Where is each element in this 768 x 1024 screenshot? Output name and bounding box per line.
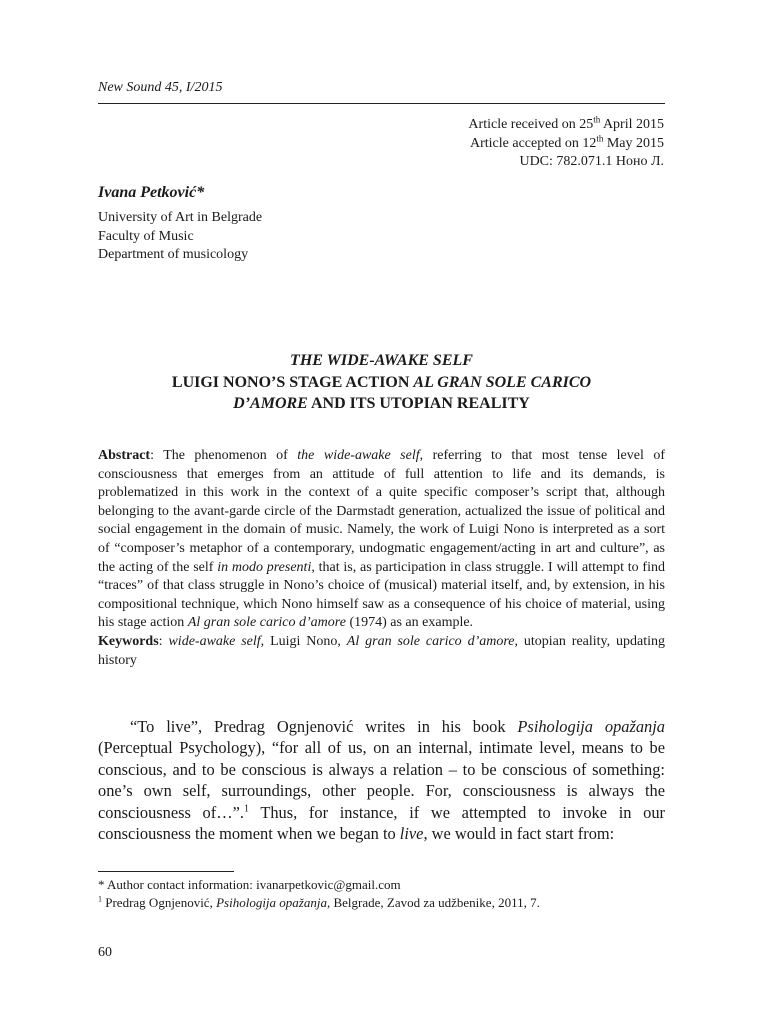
accepted-date: Article accepted on 12th May 2015: [469, 132, 664, 151]
footnote-author-contact: * Author contact information: ivanarpetkovic@gmail.com: [98, 877, 401, 892]
title-line-3: D’AMORE AND ITS UTOPIAN REALITY: [233, 395, 530, 412]
footnote-1: $^1$ Predrag Ognjenović, Psihologija opažanja, Belgrade, Zavod za udžbenike, 2011, 7.: [98, 894, 540, 910]
header-rule: [98, 103, 665, 104]
received-date: Article received on 25th April 2015: [468, 114, 664, 132]
body-text: [98, 716, 665, 844]
affiliation-department: Department of musicology: [98, 247, 249, 262]
title-line-2: LUIGI NONO’S STAGE ACTION AL GRAN SOLE CARICO: [171, 373, 592, 391]
footnote-rule: [98, 871, 234, 872]
affiliation: [98, 209, 262, 265]
abstract-section: [98, 447, 665, 670]
footnotes: [98, 876, 540, 912]
author-name: Ivana Petković*: [98, 184, 205, 201]
body-paragraph: “To live”, Predrag Ognjenović writes in his book Psihologija opažanja (Perceptual Psychology), “for all of us, on an internal, intimate level, means to be conscious, and to be conscious is always a relation – to be conscious of something: one’s own self, surroundings, other people. For, consciousness is always the consciousness of…”.$^1$ Thus, for instance, if we attempted to invoke in our consciousness the moment when we began to live, we would in fact start from:: [98, 717, 665, 844]
udc-code: UDC: 782.071.1 Ноно Л.: [519, 154, 664, 169]
affiliation-university: University of Art in Belgrade: [98, 210, 263, 225]
article-meta: [468, 116, 664, 172]
article-title: [98, 350, 665, 415]
keywords-paragraph: Keywords: wide-awake self, Luigi Nono, Al gran sole carico d’amore, utopian reality, updating history: [98, 633, 666, 668]
abstract-paragraph: Abstract: The phenomenon of the wide-awake self, referring to that most tense level of consciousness that emerges from an attitude of full attention to life and its demands, is problematized in this work in the context of a quite specific composer’s script that, although belonging to the avant-garde circle of the Darmstadt generation, actualized the issue of political and social engagement in the domain of music. Namely, the work of Luigi Nono is interpreted as a sort of “composer’s metaphor of a contemporary, undogmatic engagement/acting in art and culture”, as the acting of the self in modo presenti, that is, as participation in class struggle. I will attempt to find “traces” of that class struggle in Nono’s choice of (musical) material itself, and, by extension, in his compositional technique, which Nono himself saw as a consequence of his choice of material, using his stage action Al gran sole carico d’amore (1974) as an example.: [98, 448, 665, 631]
affiliation-faculty: Faculty of Music: [98, 228, 194, 244]
page-number: 60: [98, 945, 112, 960]
title-line-1: THE WIDE-AWAKE SELF: [290, 352, 473, 369]
journal-header: New Sound 45, I/2015: [98, 80, 223, 95]
